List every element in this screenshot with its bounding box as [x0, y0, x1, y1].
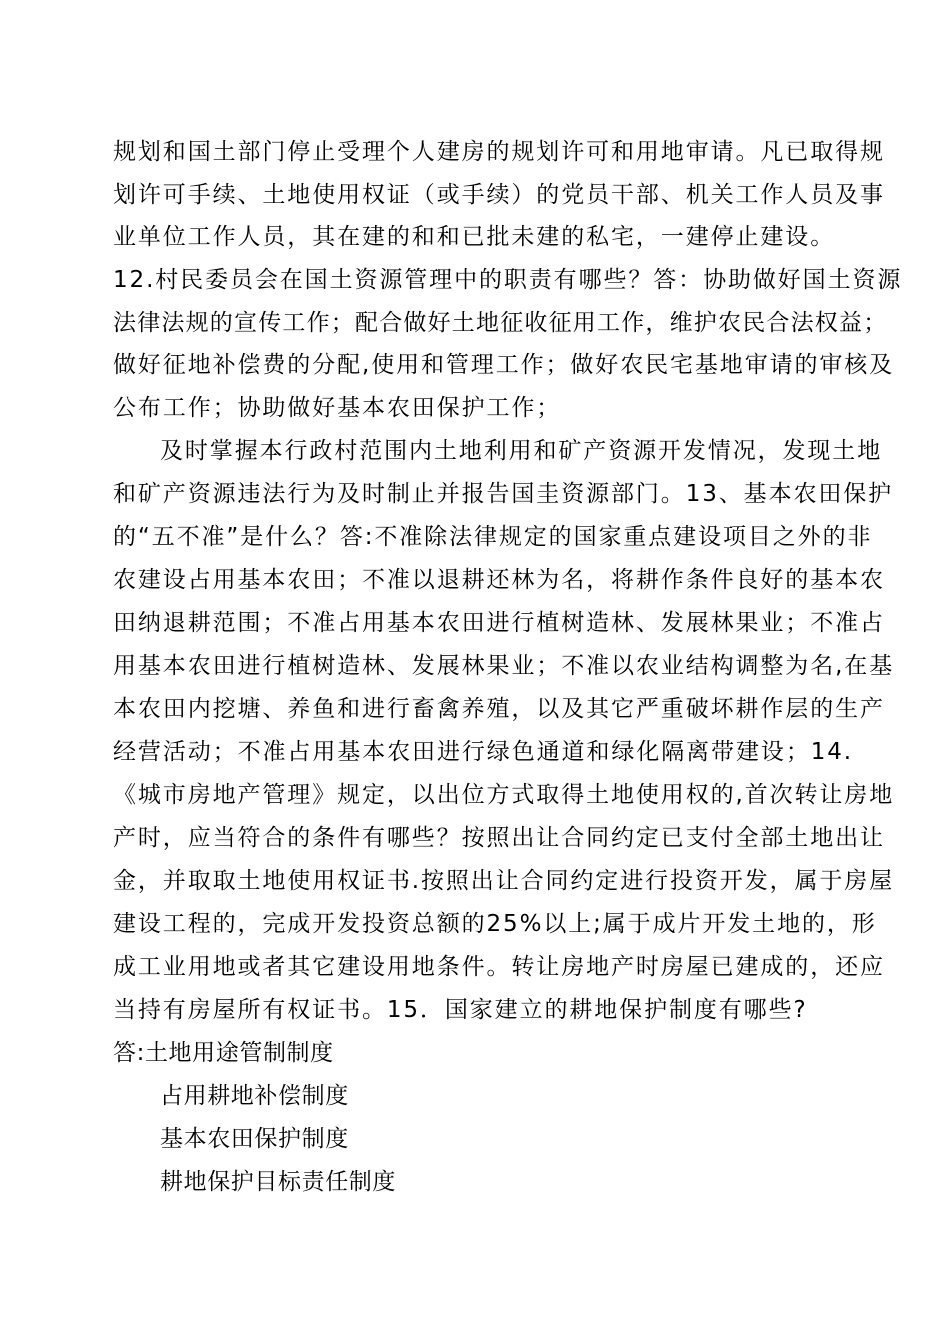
question-13-line-4: 田纳退耕范围；不准占用基本农田进行植树造林、发展林果业；不准占: [113, 610, 885, 636]
question-13-line-2: 的“五不准”是什么？答:不准除法律规定的国家重点建设项目之外的非: [113, 524, 873, 550]
question-14-line-2: 产时，应当符合的条件有哪些？按照出让合同约定已支付全部土地出让: [113, 825, 885, 851]
question-14-line-5: 成工业用地或者其它建设用地条件。转让房地产时房屋已建成的，还应: [113, 954, 885, 980]
question-14-line-4: 建设工程的，完成开发投资总额的25%以上;属于成片开发土地的，形: [113, 911, 877, 937]
question-13-line-3: 农建设占用基本农田；不准以退耕还林为名，将耕作条件良好的基本农: [113, 567, 885, 593]
question-12-line-1: 12.村民委员会在国土资源管理中的职责有哪些？答：协助做好国土资源: [113, 267, 903, 293]
question-13-line-1: 和矿产资源违法行为及时制止并报告国圭资源部门。13、基本农田保护: [113, 481, 894, 507]
list-item-1: 占用耕地补偿制度: [160, 1083, 349, 1109]
question-12-line-2: 法律法规的宣传工作；配合做好土地征收征用工作，维护农民合法权益；: [113, 310, 888, 336]
paragraph-line-3: 业单位工作人员，其在建的和和已批未建的私宅，一建停止建设。: [113, 224, 836, 250]
question-13-line-5: 用基本农田进行植树造林、发展林果业；不准以农业结构调整为名,在基: [113, 653, 895, 679]
paragraph-line-2: 划许可手续、土地使用权证（或手续）的党员干部、机关工作人员及事: [113, 182, 885, 208]
question-13-line-6: 本农田内挖塘、养鱼和进行畜禽养殖，以及其它严重破坏耕作层的生产: [113, 696, 885, 722]
question-13-line-7: 经营活动；不准占用基本农田进行绿色通道和绿化隔离带建设；14.: [113, 739, 853, 765]
list-item-3: 耕地保护目标责任制度: [160, 1169, 396, 1195]
question-12-line-3: 做好征地补偿费的分配,使用和管理工作；做好农民宅基地审请的审核及: [113, 352, 895, 378]
question-12-line-4: 公布工作；协助做好基本农田保护工作；: [113, 395, 562, 421]
paragraph-line-1: 规划和国土部门停止受理个人建房的规划许可和用地审请。凡已取得规: [113, 139, 885, 165]
question-15-line-1: 当持有房屋所有权证书。15．国家建立的耕地保护制度有哪些?: [113, 997, 808, 1023]
answer-line: 答:土地用途管制制度: [113, 1040, 334, 1066]
list-item-2: 基本农田保护制度: [160, 1126, 349, 1152]
question-14-line-1: 《城市房地产管理》规定，以出位方式取得土地使用权的,首次转让房地: [113, 782, 895, 808]
question-14-line-3: 金，并取取土地使用权证书.按照出让合同约定进行投资开发，属于房屋: [113, 868, 895, 894]
indented-paragraph-line-1: 及时掌握本行政村范围内土地利用和矿产资源开发情况，发现土地: [160, 438, 883, 464]
